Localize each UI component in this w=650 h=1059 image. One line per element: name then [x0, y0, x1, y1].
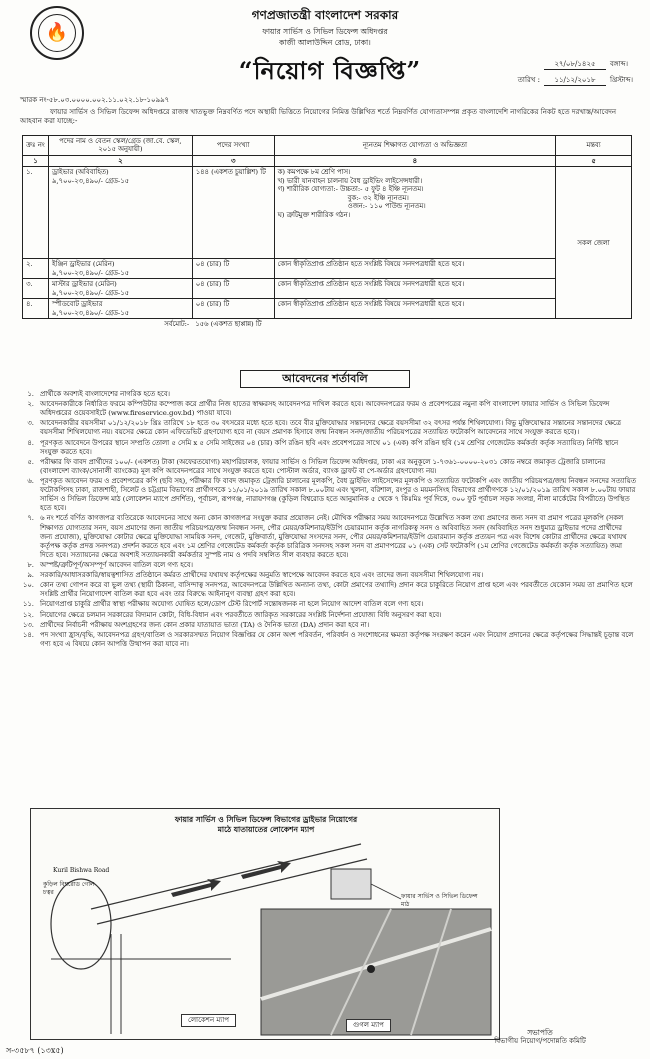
row-serial: ৩.	[23, 279, 49, 299]
row-count: ০৪ (চার) টি	[192, 259, 274, 279]
list-item: ৭. ৬ নং শর্তে বর্ণিত কাগজপত্র ব্যতিরেকে আবেদনের সাথে অন্য কোন কাগজপত্র সংযুক্ত করার প্রয়োজন নেই। মৌখিক পরীক্ষার সময় আবেদনপত্রে উল্লেখিত সকল তথ্য প্রমাণের জন্য সনদ বা প্রমাণ পত্রের মূলকপি (সকল শিক্ষাগত যোগ্যতার সনদ, বয়স প্রমাণের জন্য জাতীয় পরিচয়পত্র/জন্ম নিবন্ধন সনদ, পৌর মেয়র/কমিশনার/ইউপি চেয়ারম্যান কর্তৃক নাগরিকত্ব সনদ ও অবিবাহিত সনদ (অবিবাহিত সনদ শুধুমাত্র ড্রাইভার পদের প্রার্থীদের জন্য প্রযোজ্য), মুক্তিযোদ্ধা কোটার ক্ষেত্রে মুক্তিযোদ্ধা সাময়িক সনদ, গেজেট, মুক্তিবার্তা, মুক্তিযোদ্ধা সংসদের সনদ, পৌর মেয়র/কমিশনার/ইউপি চেয়ারম্যান কর্তৃক প্রত্যয়ন পত্র এবং বিশেষ কোটার প্রার্থীদের ক্ষেত্রে যথাযথ কর্তৃপক্ষ কর্তৃক প্রদত্ত সনদপত্র) প্রদর্শন করতে হবে এবং ১ম শ্রেণির গেজেটেড কর্মকর্তা কর্তৃক চারিত্রিক সনদসহ সকল সনদ বা প্রমাণপত্রের ০১ (এক) সেট ফটোকপি (১ম শ্রেণির গেজেটেড কর্মকর্তা কর্তৃক সত্যায়িত) জমা দিতে হবে। সত্যায়নের ক্ষেত্রে অবশ্যই সত্যায়নকারী কর্মকর্তার সুস্পষ্ট নাম ও পদবি সম্বলিত সীল ব্যবহার করতে হবে।	[27, 514, 627, 559]
map-title	[31, 815, 501, 835]
total-row	[23, 319, 632, 330]
post-scale: ৯,৭০০-২৩,৪৯০/- গ্রেড-১৫	[51, 268, 130, 277]
header-count: পদের সংখ্যা	[192, 136, 274, 156]
signature-block	[470, 1028, 610, 1046]
roundabout-label: কুড়িল বিশ্বরোড গোল চত্বর	[43, 881, 95, 896]
google-map-image	[261, 909, 491, 1035]
map-caption-google: গুগল ম্যাপ	[346, 1019, 391, 1032]
notice-title: “নিয়োগ বিজ্ঞপ্তি”	[238, 56, 422, 85]
list-item: ১২. নিয়োগের ক্ষেত্রে চলমান সরকারের বিদ্যমান কোটা, বিধি-বিধান এবং পরবর্তীতে জারিকৃত সরকারের সংশ্লিষ্ট নির্দেশনা প্রযোজ্য বিধি অনুসরণ করা হবে।	[22, 610, 442, 619]
row-remark: সকল জেলা	[556, 167, 632, 319]
road-label: Kuril Bishwa Road	[53, 867, 110, 874]
row-qualification	[274, 167, 556, 259]
requirement-line: বুক:- ৩২ ইঞ্চি ন্যূনতম।	[347, 193, 409, 202]
road-line	[91, 844, 361, 909]
table-row	[23, 299, 632, 319]
posts-table	[22, 135, 632, 330]
government-name: গণপ্রজাতন্ত্রী বাংলাদেশ সরকার	[251, 8, 399, 22]
intro-paragraph: ফায়ার সার্ভিস ও সিভিল ডিফেন্স অধিদপ্তরে রাজস্ব খাতভুক্ত নিম্নবর্ণিত পদে অস্থায়ী ভিত্তিতে নিয়োগের নিমিত্ত উল্লিখিত শর্তে নিম্নবর্ণিত যোগ্যতাসম্পন্ন প্রকৃত বাংলাদেশি নাগরিকের নিকট হতে দরখাস্ত/আবেদন আহবান করা যাচ্ছে:-	[20, 108, 617, 125]
date-label: তারিখ :	[517, 75, 540, 84]
list-item: ১০. কোন তথ্য গোপন করে বা ভুল তথ্য (স্থায়ী ঠিকানা, বাসিন্দাত্ব সনদপত্র, আবেদনপত্রে উল্লিখিত অন্যান্য তথ্য, কোটা প্রমাণের তথ্যাদি) প্রদান করে চাকুরিতে নিয়োগ প্রাপ্ত হলে এবং পরবর্তীতে যেকোন সময় তা প্রমাণিত হলে সংশ্লিষ্ট প্রার্থীর নিয়োগাদেশ বাতিল করা হবে এবং তার বিরুদ্ধে আইনানুগ ব্যবস্থা গ্রহণ করা হবে।	[22, 581, 633, 599]
location-map	[30, 808, 500, 1040]
pointer-line	[371, 884, 401, 899]
list-item: ১৩. প্রার্থীদের নির্বাচনী পরীক্ষায় অংশগ্রহণের জন্য কোন প্রকার যাতায়াত ভাতা (TA) ও দৈনিক ভাতা (DA) প্রদান করা হবে না।	[22, 620, 370, 629]
list-item: ৪. পূরণকৃত আবেদনে উপরের স্থানে সম্প্রতি তোলা ৫ সেমি x ৫ সেমি সাইজের ০৪ (চার) কপি রঙিন ছবি এবং প্রবেশপত্রের সাথে ০১ (এক) কপি রঙিন ছবি (১ম শ্রেণির গেজেটেড কর্মকর্তা কর্তৃক সত্যায়িত) নির্দিষ্ট স্থানে সংযুক্ত করতে হবে।	[27, 438, 619, 456]
memo-number: স্মারক নং-৫৮.০৩.০০০০.০০২.১১.০২২.১৮-১০৯৯৭	[20, 96, 170, 104]
row-count: ১৪৪ (একশত চুয়াল্লিশ) টি	[192, 167, 274, 259]
list-item: ১৪. পদ সংখ্যা হ্রাস/বৃদ্ধি, আবেদনপত্র গ্রহণ/বাতিল ও সরকারসম্মত নিয়োগ বিজ্ঞপ্তির যে কোন অংশ পরিবর্তন, পরিবর্ধন ও সংশোধনের ক্ষমতা কর্তৃপক্ষ সংরক্ষণ করেন এবং নিয়োগ প্রদানের ক্ষেত্রে কর্তৃপক্ষের সিদ্ধান্তই চূড়ান্ত বলে গণ্য হবে এ বিষয়ে কোন আপত্তি উত্থাপন করা যাবে না।	[22, 630, 634, 648]
date-bangla: ২৭/০৮/১৪২৫	[544, 60, 606, 70]
post-name: ইঞ্জিন ড্রাইভার (মেরিন)	[51, 260, 115, 269]
map-pin-icon	[367, 965, 375, 973]
table-row	[23, 279, 632, 299]
row-serial: ১.	[23, 167, 49, 259]
era-english: খ্রিস্টাব্দ।	[610, 75, 634, 84]
map-title-line: ফায়ার সার্ভিস ও সিভিল ডিফেন্স বিভাগের ড্রাইভার নিয়োগের	[174, 815, 358, 824]
map-caption-location: লোকেশন ম্যাপ	[181, 1014, 236, 1027]
signatory-role: সভাপতি	[527, 1028, 553, 1037]
list-item: ৫. পরীক্ষার ফি বাবদ প্রার্থীদের ১০০/- (একশত) টাকা (অফেরতযোগ্য) মহাপরিচালক, ফায়ার সার্ভিস ও সিভিল ডিফেন্স অধিদপ্তর, ঢাকা এর অনুকূলে ১-৭৩৬১-০০০০-২০৩১ কোড নম্বরে জমাকৃত ট্রেজারি চালানের (বাংলাদেশ ব্যাংক/সোনালী ব্যাংকের) মূল কপি আবেদনপত্রের সাথে সংযুক্ত করতে হবে। পোস্টাল অর্ডার, ব্যাংক ড্রাফট বা পে-অর্ডার গ্রহণযোগ্য নয়।	[27, 457, 606, 475]
column-number: ৩	[192, 155, 274, 166]
column-number: ৪	[274, 155, 556, 166]
direction-arrow-icon	[241, 861, 291, 879]
row-post	[48, 279, 192, 299]
ad-code: স-৩৫৮৭ (১৩x৫)	[6, 1046, 64, 1055]
date-english: ১১/১২/২০১৮	[544, 76, 606, 86]
requirement-line: ওজন:- ১১০ পাউন্ড ন্যূনতম।	[347, 202, 426, 211]
map-drawing	[31, 809, 501, 1041]
row-qualification: কোন স্বীকৃতিপ্রাপ্ত প্রতিষ্ঠান হতে সংশ্লিষ্ট বিষয়ে সনদপত্রধারী হতে হবে।	[274, 279, 556, 299]
row-count: ০৪ (চার) টি	[192, 299, 274, 319]
column-number: ৫	[556, 155, 632, 166]
row-post	[48, 299, 192, 319]
total-label: সর্বমোট:-	[164, 320, 190, 329]
table-row	[23, 259, 632, 279]
list-item: ২. আবেদনকারীকে নির্ধারিত ফরমে কম্পিউটার কম্পোজ করে প্রার্থীর নিজ হাতের স্বাক্ষরসহ আবেদনপত্র দাখিল করতে হবে। আবেদনপত্রের ফরম ও প্রবেশপত্রের নমুনা কপি বাংলাদেশ ফায়ার সার্ভিস ও সিভিল ডিফেন্স অধিদপ্তরের ওয়েবসাইটে (www.fireservice.gov.bd) পাওয়া যাবে।	[27, 400, 610, 418]
table-row	[23, 167, 632, 259]
requirement-line: ক) কমপক্ষে ৮ম শ্রেণি পাস।	[277, 168, 351, 177]
row-qualification: কোন স্বীকৃতিপ্রাপ্ত প্রতিষ্ঠান হতে সংশ্লিষ্ট বিষয়ে সনদপত্রধারী হতে হবে।	[274, 259, 556, 279]
post-name: স্পীডবোট ড্রাইভার	[51, 300, 103, 309]
column-number-row	[23, 155, 632, 166]
list-item: ১. প্রার্থীকে অবশ্যই বাংলাদেশের নাগরিক হতে হবে।	[27, 390, 170, 398]
row-count: ০৪ (চার) টি	[192, 279, 274, 299]
requirement-line: খ) ভারী যানবাহন চালনায় বৈধ ড্রাইভিং লাইসেন্সধারী।	[277, 176, 423, 185]
total-value: ১৫৬ (একশত ছাপ্পান্ন) টি	[192, 319, 555, 330]
list-item: ১১. নিয়োগপ্রাপ্ত চাকুরি প্রার্থীর স্বাস্থ্য পরীক্ষায় অযোগ্য ঘোষিত হলে/ডোপ টেস্ট রিপোর্ট সন্তোষজনক না হলে নিয়োগ আদেশ বাতিল বলে গণ্য হবে।	[22, 600, 424, 609]
header-remark: মন্তব্য	[556, 136, 632, 156]
map-title-line: মাঠে যাতায়াতের লোকেশন ম্যাপ	[217, 824, 315, 834]
signatory-committee: বিভাগীয় নিয়োগ/পদোন্নতি কমিটি	[494, 1037, 586, 1046]
row-serial: ৪.	[23, 299, 49, 319]
header-serial: ক্রঃ নং	[23, 136, 49, 156]
requirement-line: গ) শারীরিক যোগ্যতা:- উচ্চতা:- ৫ ফুট ৪ ইঞ্চি ন্যূনতম।	[277, 185, 424, 194]
department-address: কাজী আলাউদ্দিন রোড, ঢাকা।	[279, 38, 371, 47]
post-name: মাস্টার ড্রাইভার (মেরিন)	[51, 280, 117, 289]
era-bangla: বঙ্গাব্দ।	[610, 60, 628, 68]
list-item: ৯. সরকারি/আধাসরকারি/স্বায়ত্বশাসিত প্রতিষ্ঠানে কর্মরত প্রার্থীদের যথাযথ কর্তৃপক্ষের অনুমতি স্বাপেক্ষে আবেদন করতে হবে এবং তাদের জন্য বয়সসীমা শিথিলযোগ্য নয়।	[27, 571, 484, 580]
fire-service-emblem-icon: 🔥	[38, 14, 76, 52]
row-serial: ২.	[23, 259, 49, 279]
header-post: পদের নাম ও বেতন স্কেল/গ্রেড (জা.বে. স্কেল, ২০১৫ অনুযায়ী)	[48, 136, 192, 156]
requirement-line: ঘ) ত্রুটিমুক্ত শারীরিক গঠন।	[277, 210, 351, 219]
table-header-row	[23, 136, 632, 156]
row-post	[48, 259, 192, 279]
header-qualification: ন্যূনতম শিক্ষাগত যোগ্যতা ও অভিজ্ঞতা	[274, 136, 556, 156]
list-item: ৩. আবেদনকারীর বয়সসীমা ০১/১২/২০১৮ খ্রিঃ তারিখে ১৮ হতে ৩০ বৎসরের মধ্যে হতে হবে। তবে বীর মুক্তিযোদ্ধার সন্তানদের ক্ষেত্রে বয়সসীমা ৩২ বৎসর পর্যন্ত শিথিলযোগ্য। বিভু মুক্তিযোদ্ধার সন্তানের সন্তানদের ক্ষেত্রে বয়সসীমা শিথিলযোগ্য নয়। বয়সের ক্ষেত্রে কোন এফিডেভিট গ্রহণযোগ্য হবে না (বয়স প্রমাণক হিসাবে জন্ম নিবন্ধন সনদ/জাতীয় পরিচয়পত্রের সত্যায়িত ফটোকপি আবেদনের সাথে সংযুক্ত করতে হবে)।	[27, 419, 621, 437]
date-block	[470, 60, 640, 92]
post-scale: ৯,৭০০-২৩,৪৯০/- গ্রেড-১৫	[51, 176, 130, 185]
venue-label: ফায়ার সার্ভিস ও সিভিল ডিফেন্স মাঠ	[401, 893, 478, 908]
department-name: ফায়ার সার্ভিস ও সিভিল ডিফেন্স অধিদপ্তর	[262, 27, 388, 36]
column-number: ১	[23, 155, 49, 166]
row-post	[48, 167, 192, 259]
post-scale: ৯,৭০০-২৩,৪৯০/- গ্রেড-১৫	[51, 288, 130, 297]
column-number: ২	[48, 155, 192, 166]
list-item: ৬. পূরণকৃত আবেদন ফরম ও প্রবেশপত্রের কপি (ছবি সহ), পরীক্ষার ফি বাবদ জমাকৃত ট্রেজারি চালানের মূলকপি, বৈধ ড্রাইভিং লাইসেন্সের মূলকপি ও সত্যায়িত ফটোকপি এবং জাতীয় পরিচয়পত্র/জন্ম নিবন্ধন সনদের সত্যায়িত ফটোকপিসহ ঢাকা, রাজশাহী, সিলেট ও চট্টগ্রাম বিভাগের প্রার্থীগণকে ১১/০১/২০১৯ তারিখ সকাল ৮.০০টায় এবং খুলনা, বরিশাল, রংপুর ও ময়মনসিংহ বিভাগের প্রার্থীগণকে ১২/০১/২০১৯ তারিখ সকাল ৮.০০টায় ফায়ার সার্ভিস ও সিভিল ডিফেন্স মাঠ (লোকেশন ম্যাপে প্রদর্শিত), পূর্বাচল, রূপগঞ্জ, নারায়ণগঞ্জ (কুড়িল বিশ্বরোড হতে আনুমানিক ৫ থেকে ৭ কিঃমিঃ পূর্ব দিকে, ৩০০ ফুট পূর্বাচল সড়ক সংলগ্ন, নীলা মার্কেটের বিপরীতে) উপস্থিত হতে হবে।	[27, 476, 636, 513]
venue-block	[331, 869, 371, 899]
post-name: ড্রাইভার (অবিবাহিত)	[51, 168, 109, 177]
list-item: ৮. অস্পষ্ট/ত্রুটিপূর্ণ/অসম্পূর্ণ আবেদন বাতিল বলে গণ্য হবে।	[27, 560, 193, 569]
conditions-list	[16, 390, 636, 650]
conditions-title: আবেদনের শর্তাবলি	[240, 370, 410, 388]
row-qualification: কোন স্বীকৃতিপ্রাপ্ত প্রতিষ্ঠান হতে সংশ্লিষ্ট বিষয়ে সনদপত্রধারী হতে হবে।	[274, 299, 556, 319]
post-scale: ৯,৭০০-২৩,৪৯০/- গ্রেড-১৫	[51, 308, 130, 317]
